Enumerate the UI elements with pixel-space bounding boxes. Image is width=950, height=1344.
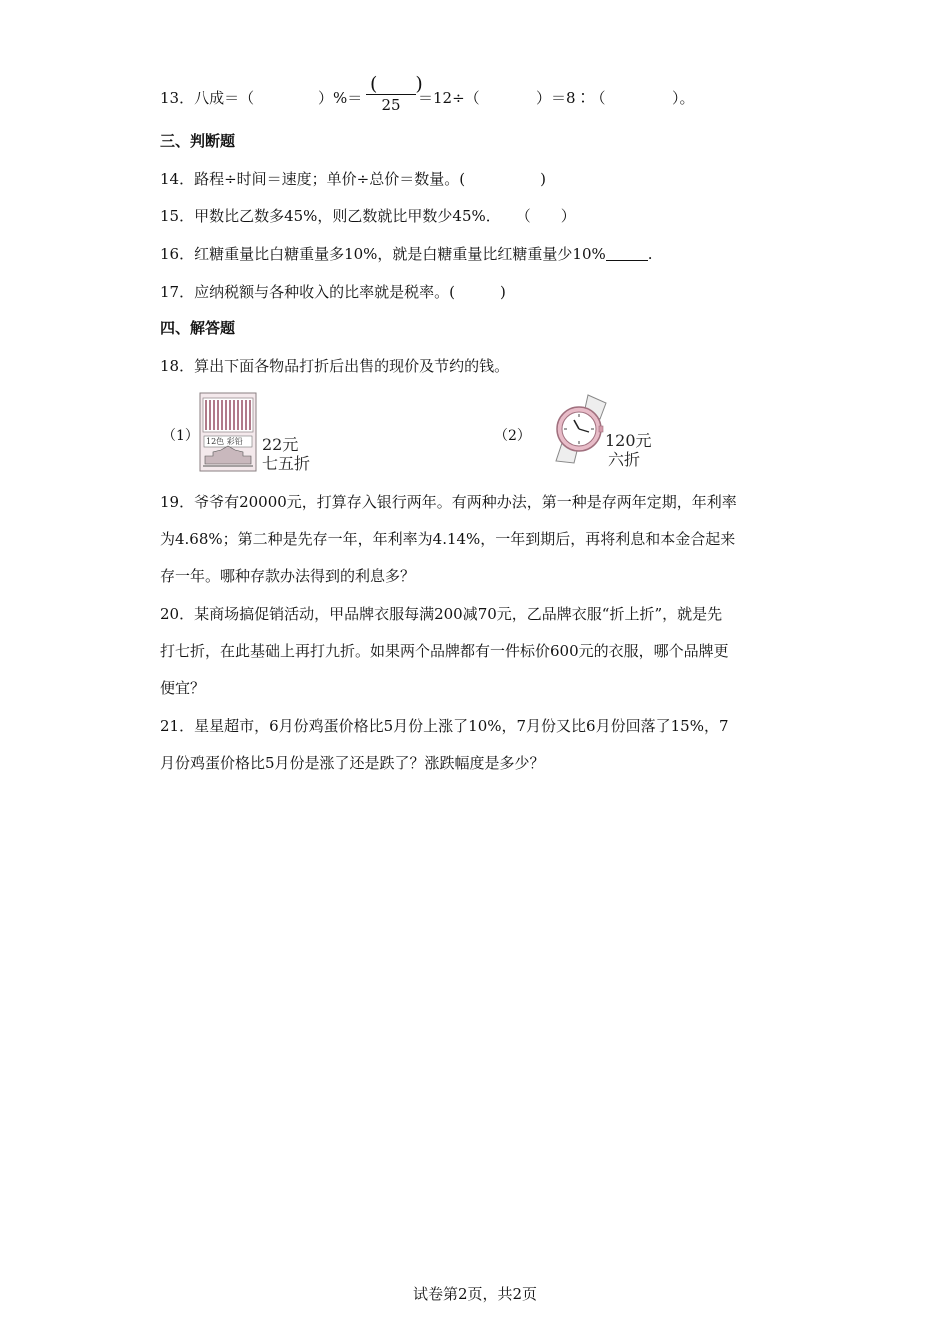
question-18: 18．算出下面各物品打折后出售的现价及节约的钱。 [160, 357, 510, 375]
wristwatch-icon [548, 393, 614, 465]
section-heading-solutions: 四、解答题 [160, 319, 236, 337]
section-heading-judgement: 三、判断题 [160, 132, 236, 150]
question-21-line-1: 21．星星超市，6月份鸡蛋价格比5月份上涨了10%，7月份又比6月份回落了15%，7 [160, 717, 729, 735]
question-19-line-1: 19．爷爷有20000元，打算存入银行两年。有两种办法，第一种是存两年定期，年利率 [160, 493, 737, 511]
question-20-line-2: 打七折，在此基础上再打九折。如果两个品牌都有一件标价600元的衣服，哪个品牌更 [160, 642, 729, 660]
q13-part-d: ）＝8∶（ [536, 89, 606, 107]
question-16-end: . [647, 245, 653, 263]
q13-part-e: ）。 [672, 89, 695, 107]
question-20-line-3: 便宜？ [160, 679, 206, 697]
page-footer: 试卷第2页，共2页 [412, 1285, 538, 1303]
q18-item-2-discount: 六折 [608, 450, 641, 469]
question-17: 17．应纳税额与各种收入的比率就是税率。( ) [160, 283, 506, 301]
q18-item-2-price: 120元 [605, 431, 652, 450]
pencil-pack-text: 12色 彩铅 [206, 437, 243, 446]
question-20-line-1: 20．某商场搞促销活动，甲品牌衣服每满200减70元，乙品牌衣服“折上折”，就是先 [160, 605, 723, 623]
question-16-text: 16．红糖重量比白糖重量多10%，就是白糖重量比红糖重量少10% [160, 245, 606, 263]
q18-item-1-discount: 七五折 [262, 454, 311, 473]
colored-pencils-icon [199, 392, 257, 472]
answer-blank[interactable] [606, 246, 648, 261]
question-21-line-2: 月份鸡蛋价格比5月份是涨了还是跌了？涨跌幅度是多少？ [160, 754, 545, 772]
q13-fraction [366, 73, 423, 115]
q13-part-a: 13．八成＝（ [160, 89, 255, 107]
question-19-line-3: 存一年。哪种存款办法得到的利息多？ [160, 567, 416, 585]
fraction-numerator: ( ) [366, 74, 416, 95]
question-15: 15．甲数比乙数多45%，则乙数就比甲数少45%． （ ） [160, 207, 576, 225]
q18-item-2-label: （2） [494, 428, 531, 444]
q13-part-c: ＝12÷（ [418, 89, 480, 107]
question-14: 14．路程÷时间＝速度；单价÷总价＝数量。( ) [160, 170, 546, 188]
q18-item-1-price: 22元 [262, 435, 299, 454]
q13-part-b: ）%＝ [318, 89, 363, 107]
question-16 [160, 244, 653, 264]
q18-item-1-label: （1） [162, 428, 199, 444]
fraction-denominator: 25 [381, 96, 401, 114]
question-19-line-2: 为4.68%；第二种是先存一年，年利率为4.14%，一年到期后，再将利息和本金合起来 [160, 530, 736, 548]
